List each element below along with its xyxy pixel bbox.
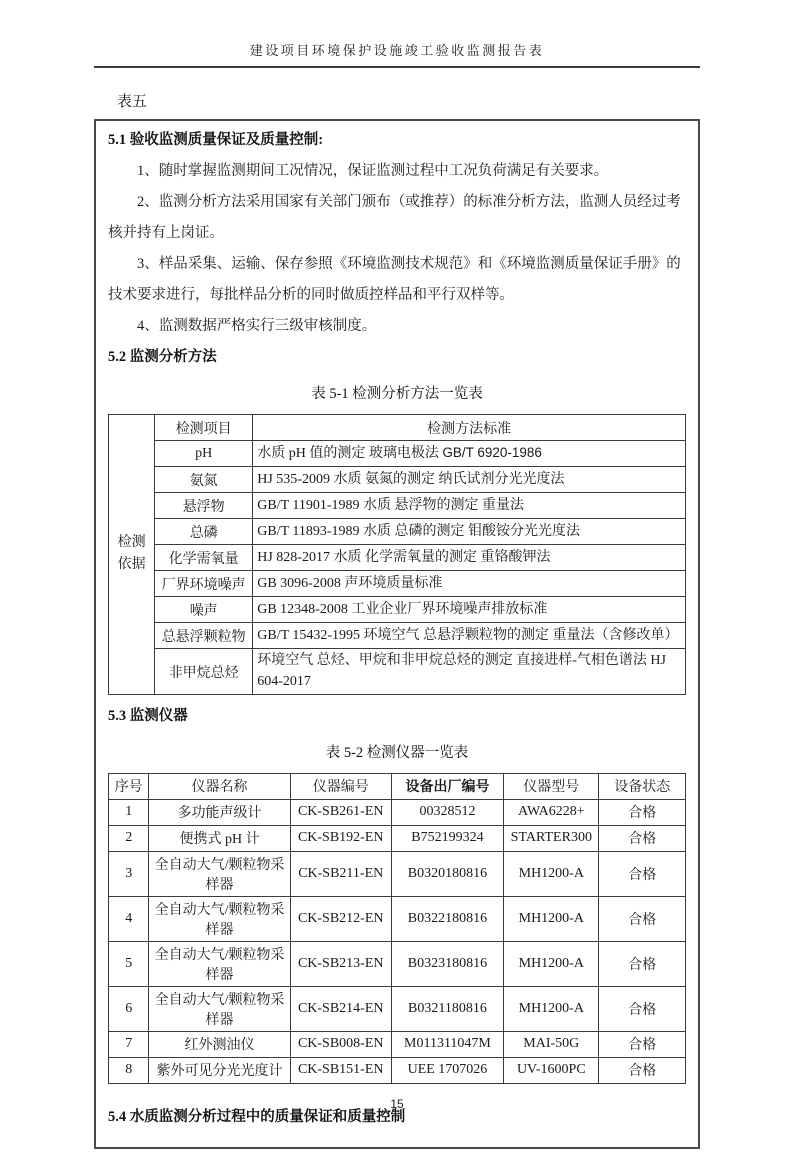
instrument-cell-r7-c1: 红外测油仪: [149, 1031, 290, 1057]
instrument-row-1: [109, 799, 686, 825]
instrument-row-6: [109, 986, 686, 1031]
instruments-table: [108, 773, 686, 1084]
table-5-2-column-header-1: 仪器名称: [149, 773, 290, 799]
method-standard-text: 水质 pH 值的测定 玻璃电极法: [257, 446, 443, 461]
page-number: 15: [390, 1097, 404, 1111]
method-standard-text: GB 3096-2008 声环境质量标准: [257, 575, 443, 591]
instrument-cell-r6-c5: 合格: [599, 986, 686, 1031]
instrument-cell-r8-c2: CK-SB151-EN: [290, 1057, 391, 1083]
report-form-box: [94, 119, 700, 1149]
instrument-cell-r3-c1: 全自动大气/颗粒物采样器: [149, 851, 290, 896]
table-5-1-row-1: [109, 441, 686, 467]
instrument-row-7: [109, 1031, 686, 1057]
table-5-1-column-header-1: 检测方法标准: [253, 415, 686, 441]
instrument-cell-r6-c4: MH1200-A: [504, 986, 599, 1031]
instrument-cell-r2-c3: B752199324: [391, 825, 504, 851]
instrument-cell-r8-c5: 合格: [599, 1057, 686, 1083]
instrument-cell-r7-c2: CK-SB008-EN: [290, 1031, 391, 1057]
method-standard-text: HJ 535-2009 水质 氨氮的测定 纳氏试剂分光光度法: [257, 471, 565, 487]
instrument-cell-r7-c4: MAI-50G: [504, 1031, 599, 1057]
table-5-2-header-row: [109, 773, 686, 799]
table-5-1-row-9: [109, 649, 686, 695]
instrument-cell-r5-c2: CK-SB213-EN: [290, 941, 391, 986]
table-5-2-caption: 表 5-2 检测仪器一览表: [325, 744, 469, 761]
instrument-cell-r7-c3: M011311047M: [391, 1031, 504, 1057]
table-5-1-row-4: [109, 519, 686, 545]
instrument-row-2: [109, 825, 686, 851]
table-5-2-column-header-5: 设备状态: [599, 773, 686, 799]
method-standard-text: GB/T 11901-1989 水质 悬浮物的测定 重量法: [257, 497, 525, 513]
monitoring-item-cell: 氨氮: [155, 467, 253, 493]
monitoring-item-cell: 总磷: [155, 519, 253, 545]
table-5-1-row-3: [109, 493, 686, 519]
analysis-methods-table-body: [109, 415, 686, 695]
method-standard-cell: [253, 467, 686, 493]
section-5-1-paragraph-2: 2、监测分析方法采用国家有关部门颁布（或推荐）的标准分析方法，监测人员经过考核并持有上岗证。: [108, 194, 681, 241]
monitoring-item-cell: 厂界环境噪声: [155, 571, 253, 597]
table-5-1-caption: 表 5-1 检测分析方法一览表: [311, 386, 483, 402]
method-standard-cell: [253, 597, 686, 623]
table-5-2-column-header-2: 仪器编号: [290, 773, 391, 799]
table-5-2-column-header-3: 设备出厂编号: [391, 773, 504, 799]
instrument-cell-r5-c1: 全自动大气/颗粒物采样器: [149, 941, 290, 986]
instrument-cell-r4-c2: CK-SB212-EN: [290, 896, 391, 941]
monitoring-item-cell: 非甲烷总烃: [155, 649, 253, 695]
instrument-cell-r5-c5: 合格: [599, 941, 686, 986]
instrument-cell-r1-c1: 多功能声级计: [149, 799, 290, 825]
method-standard-cell: [253, 649, 686, 695]
method-standard-text: GB/T 15432-1995 环境空气 总悬浮颗粒物的测定 重量法（含修改单）: [257, 627, 679, 643]
instrument-cell-r8-c4: UV-1600PC: [504, 1057, 599, 1083]
instrument-cell-r4-c5: 合格: [599, 896, 686, 941]
instrument-row-3: [109, 851, 686, 896]
method-standard-text: GB 12348-2008 工业企业厂界环境噪声排放标准: [257, 601, 548, 617]
section-5-3-heading: 5.3 监测仪器: [108, 707, 188, 724]
table-5-2-column-header-0: 序号: [109, 773, 149, 799]
table-5-1-row-header-cell: 检测依据: [109, 415, 155, 695]
instrument-cell-r1-c0: 1: [109, 799, 149, 825]
instrument-cell-r2-c1: 便携式 pH 计: [149, 825, 290, 851]
method-standard-cell: [253, 545, 686, 571]
instrument-cell-r1-c4: AWA6228+: [504, 799, 599, 825]
method-standard-code: GB/T 6920-1986: [442, 445, 542, 460]
instrument-cell-r8-c3: UEE 1707026: [391, 1057, 504, 1083]
table-5-1-row-8: [109, 623, 686, 649]
instrument-cell-r4-c1: 全自动大气/颗粒物采样器: [149, 896, 290, 941]
method-standard-cell: [253, 623, 686, 649]
table-5-1-column-header-0: 检测项目: [155, 415, 253, 441]
method-standard-text: HJ 828-2017 水质 化学需氧量的测定 重铬酸钾法: [257, 549, 551, 565]
section-5-1-paragraph-1: 1、随时掌握监测期间工况情况，保证监测过程中工况负荷满足有关要求。: [137, 163, 609, 179]
monitoring-item-cell: 化学需氧量: [155, 545, 253, 571]
instrument-cell-r7-c5: 合格: [599, 1031, 686, 1057]
table-five-label: 表五: [117, 94, 148, 110]
instrument-row-4: [109, 896, 686, 941]
method-standard-text: GB/T 11893-1989 水质 总磷的测定 钼酸铵分光光度法: [257, 523, 581, 539]
instrument-row-5: [109, 941, 686, 986]
instrument-cell-r8-c1: 紫外可见分光光度计: [149, 1057, 290, 1083]
analysis-methods-table: [108, 414, 686, 695]
table-5-1-header-row: [109, 415, 686, 441]
section-5-1-heading: 5.1 验收监测质量保证及质量控制:: [108, 132, 324, 148]
section-5-4-heading: 5.4 水质监测分析过程中的质量保证和质量控制: [108, 1108, 406, 1125]
monitoring-item-cell: 总悬浮颗粒物: [155, 623, 253, 649]
monitoring-item-cell: 噪声: [155, 597, 253, 623]
method-standard-cell: [253, 441, 686, 467]
table-5-1-row-2: [109, 467, 686, 493]
instrument-cell-r6-c1: 全自动大气/颗粒物采样器: [149, 986, 290, 1031]
instrument-cell-r1-c2: CK-SB261-EN: [290, 799, 391, 825]
instrument-cell-r5-c3: B0323180816: [391, 941, 504, 986]
instrument-cell-r5-c4: MH1200-A: [504, 941, 599, 986]
instrument-cell-r2-c2: CK-SB192-EN: [290, 825, 391, 851]
instrument-cell-r7-c0: 7: [109, 1031, 149, 1057]
instruments-table-body: [109, 773, 686, 1083]
instrument-cell-r3-c4: MH1200-A: [504, 851, 599, 896]
section-5-1-paragraph-4: 4、监测数据严格实行三级审核制度。: [137, 318, 377, 334]
method-standard-cell: [253, 571, 686, 597]
instrument-cell-r4-c4: MH1200-A: [504, 896, 599, 941]
monitoring-item-cell: 悬浮物: [155, 493, 253, 519]
document-header-title: 建设项目环境保护设施竣工验收监测报告表: [249, 43, 545, 58]
section-5-2-heading: 5.2 监测分析方法: [108, 349, 217, 365]
instrument-cell-r1-c5: 合格: [599, 799, 686, 825]
monitoring-item-cell: pH: [155, 441, 253, 467]
instrument-cell-r1-c3: 00328512: [391, 799, 504, 825]
method-standard-cell: [253, 493, 686, 519]
instrument-cell-r3-c5: 合格: [599, 851, 686, 896]
header-rule: [94, 66, 700, 68]
instrument-cell-r8-c0: 8: [109, 1057, 149, 1083]
instrument-cell-r6-c3: B0321180816: [391, 986, 504, 1031]
instrument-cell-r5-c0: 5: [109, 941, 149, 986]
instrument-cell-r3-c0: 3: [109, 851, 149, 896]
section-5-1-paragraph-3: 3、样品采集、运输、保存参照《环境监测技术规范》和《环境监测质量保证手册》的技术要求进行，每批样品分析的同时做质控样品和平行双样等。: [108, 256, 681, 303]
instrument-row-8: [109, 1057, 686, 1083]
table-5-1-row-6: [109, 571, 686, 597]
instrument-cell-r4-c3: B0322180816: [391, 896, 504, 941]
instrument-cell-r6-c2: CK-SB214-EN: [290, 986, 391, 1031]
method-standard-text: 环境空气 总烃、甲烷和非甲烷总烃的测定 直接进样-气相色谱法 HJ 604-2017: [257, 653, 666, 689]
instrument-cell-r2-c0: 2: [109, 825, 149, 851]
method-standard-cell: [253, 519, 686, 545]
instrument-cell-r2-c4: STARTER300: [504, 825, 599, 851]
table-5-1-row-5: [109, 545, 686, 571]
instrument-cell-r3-c3: B0320180816: [391, 851, 504, 896]
instrument-cell-r4-c0: 4: [109, 896, 149, 941]
table-5-1-row-7: [109, 597, 686, 623]
instrument-cell-r2-c5: 合格: [599, 825, 686, 851]
instrument-cell-r3-c2: CK-SB211-EN: [290, 851, 391, 896]
instrument-cell-r6-c0: 6: [109, 986, 149, 1031]
table-5-2-column-header-4: 仪器型号: [504, 773, 599, 799]
